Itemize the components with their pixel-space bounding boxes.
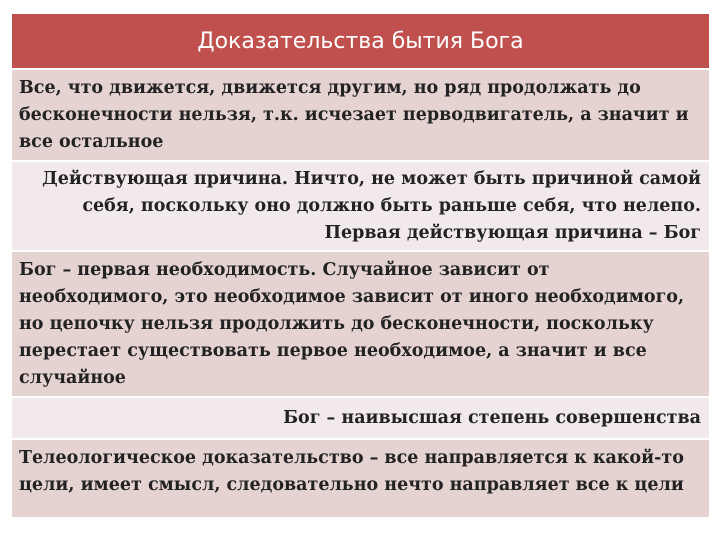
row-text-line: себя, поскольку оно должно быть раньше себя, что нелепо. bbox=[82, 195, 701, 216]
table-row-necessity bbox=[12, 252, 709, 396]
row-text-line: все остальное bbox=[19, 131, 164, 152]
proofs-table bbox=[12, 14, 709, 517]
row-text-line: Бог – первая необходимость. Случайное зависит от bbox=[19, 259, 550, 280]
table-row-efficient-cause bbox=[12, 162, 709, 250]
table-row-motion bbox=[12, 70, 709, 160]
row-text-line: Действующая причина. Ничто, не может быть причиной самой bbox=[42, 168, 701, 189]
table-header bbox=[12, 14, 709, 68]
row-text-line: перестает существовать первое необходимое, а значит и все bbox=[19, 340, 647, 361]
row-text-line: Бог – наивысшая степень совершенства bbox=[283, 407, 701, 428]
row-text-line: необходимого, это необходимое зависит от иного необходимого, bbox=[19, 286, 685, 307]
row-text-line: Первая действующая причина – Бог bbox=[324, 222, 701, 243]
row-text-line: но цепочку нельзя продолжить до бесконечности, поскольку bbox=[19, 313, 654, 334]
row-text-line: бесконечности нельзя, т.к. исчезает перводвигатель, а значит и bbox=[19, 104, 689, 125]
row-text-line: Телеологическое доказательство – все направляется к какой-то bbox=[19, 448, 684, 468]
table-title: Доказательства бытия Бога bbox=[197, 28, 524, 54]
row-text-line: Все, что движется, движется другим, но ряд продолжать до bbox=[19, 77, 641, 98]
table-row-teleological bbox=[12, 440, 709, 517]
row-text-line: цели, имеет смысл, следовательно нечто направляет все к цели bbox=[19, 475, 684, 495]
table-row-perfection bbox=[12, 398, 709, 438]
row-text-line: случайное bbox=[19, 367, 126, 388]
